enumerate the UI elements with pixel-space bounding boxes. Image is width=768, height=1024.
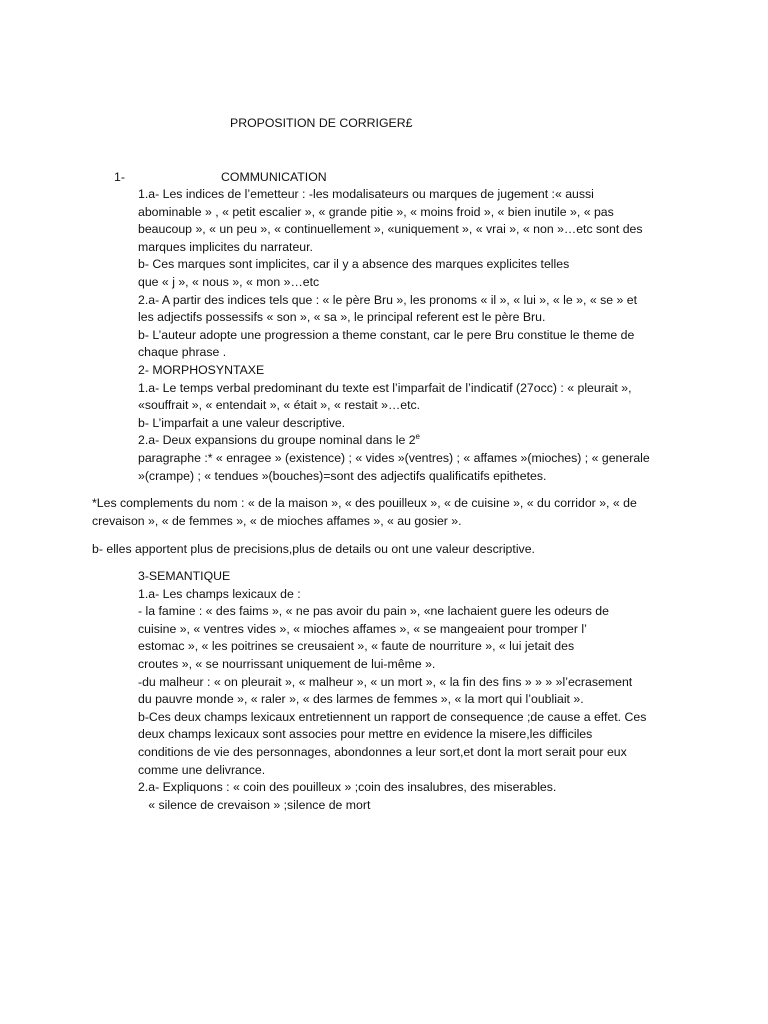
section-3-body: [138, 568, 698, 814]
text-line: «souffrait », « entendait », « était », « restait »…etc.: [138, 398, 421, 413]
text-line: b- Ces marques sont implicites, car il y a absence des marques explicites telles: [138, 257, 570, 272]
text-line: b- elles apportent plus de precisions,plus de details ou ont une valeur descriptive.: [92, 542, 535, 556]
text-line: estomac », « les poitrines se creusaient », « faute de nourriture », « lui jetait des: [138, 639, 575, 654]
text-line: du pauvre monde », « raler », « des larmes de femmes », « la mort qui l’oubliait ».: [138, 692, 584, 707]
text-line: abominable » , « petit escalier », « grande pitie », « moins froid », « bien inutile », « pas: [138, 204, 614, 219]
section-1-number: 1-: [114, 170, 125, 184]
text-line: deux champs lexicaux sont associes pour mettre en evidence la misere,les difficiles: [138, 727, 593, 742]
text-line: - la famine : « des faims », « ne pas avoir du pain », «ne lachaient guere les odeurs de: [138, 604, 609, 619]
text-line: -du malheur : « on pleurait », « malheur », « un mort », « la fin des fins » » » »l’ecrasement: [138, 674, 633, 689]
text-line: 1.a- Le temps verbal predominant du texte est l’imparfait de l’indicatif (27occ) : « pleurait »,: [138, 380, 632, 395]
text-line: beaucoup », « un peu », « continuellement », «uniquement », « vrai », « non »…etc sont des: [138, 222, 643, 237]
section-2-heading: 2- MORPHOSYNTAXE: [138, 362, 265, 377]
text-line: »(crampe) ; « tendues »(bouches)=sont des adjectifs qualificatifs epithetes.: [138, 468, 547, 483]
section-3-heading: 3-SEMANTIQUE: [138, 569, 231, 583]
text-line: les adjectifs possessifs « son », « sa », le principal referent est le père Bru.: [138, 310, 546, 325]
superscript: e: [415, 432, 420, 442]
text-line: marques implicites du narrateur.: [138, 239, 313, 254]
text-line: 1.a- Les champs lexicaux de :: [138, 586, 301, 601]
text-line: b-Ces deux champs lexicaux entretiennent un rapport de consequence ;de cause a effet. Ces: [138, 709, 647, 724]
text-line: « silence de crevaison » ;silence de mort: [138, 797, 371, 812]
section-1-body: [138, 186, 698, 485]
text-line: 2.a- A partir des indices tels que : « le père Bru », les pronoms « il », « lui », « le », « se » et: [138, 292, 637, 307]
section-1-heading: COMMUNICATION: [221, 170, 327, 184]
complements-paragraph: [92, 495, 692, 530]
text-line: *Les complements du nom : « de la maison », « des pouilleux », « de cuisine », « du corridor », « de: [92, 496, 637, 510]
text-line: b- L’imparfait a une valeur descriptive.: [138, 415, 346, 430]
text-line: croutes », « se nourrissant uniquement de lui-même ».: [138, 656, 436, 671]
text-line: 2.a- Expliquons : « coin des pouilleux » ;coin des insalubres, des miserables.: [138, 780, 557, 795]
precisions-paragraph: [92, 541, 692, 559]
document-title: PROPOSITION DE CORRIGER£: [230, 116, 413, 130]
text-line: que « j », « nous », « mon »…etc: [138, 274, 320, 289]
text-line: comme une delivrance.: [138, 762, 266, 777]
text-segment: 2.a- Deux expansions du groupe nominal dans le 2: [138, 433, 416, 448]
text-line: conditions de vie des personnages, abondonnes a leur sort,et dont la mort serait pour eux: [138, 744, 627, 759]
text-line: paragraphe :* « enragee » (existence) ; « vides »(ventres) ; « affames »(mioches) ; « generale: [138, 450, 650, 465]
text-line: crevaison », « de femmes », « de mioches affames », « au gosier ».: [92, 513, 462, 528]
text-line: b- L’auteur adopte une progression a theme constant, car le pere Bru constitue le theme de: [138, 327, 635, 342]
text-line: chaque phrase .: [138, 345, 227, 360]
text-line: 1.a- Les indices de l’emetteur : -les modalisateurs ou marques de jugement :« aussi: [138, 187, 594, 201]
text-line: cuisine », « ventres vides », « mioches affames », « se mangeaient pour tromper l’: [138, 621, 587, 636]
text-line-with-superscript: [138, 432, 698, 450]
